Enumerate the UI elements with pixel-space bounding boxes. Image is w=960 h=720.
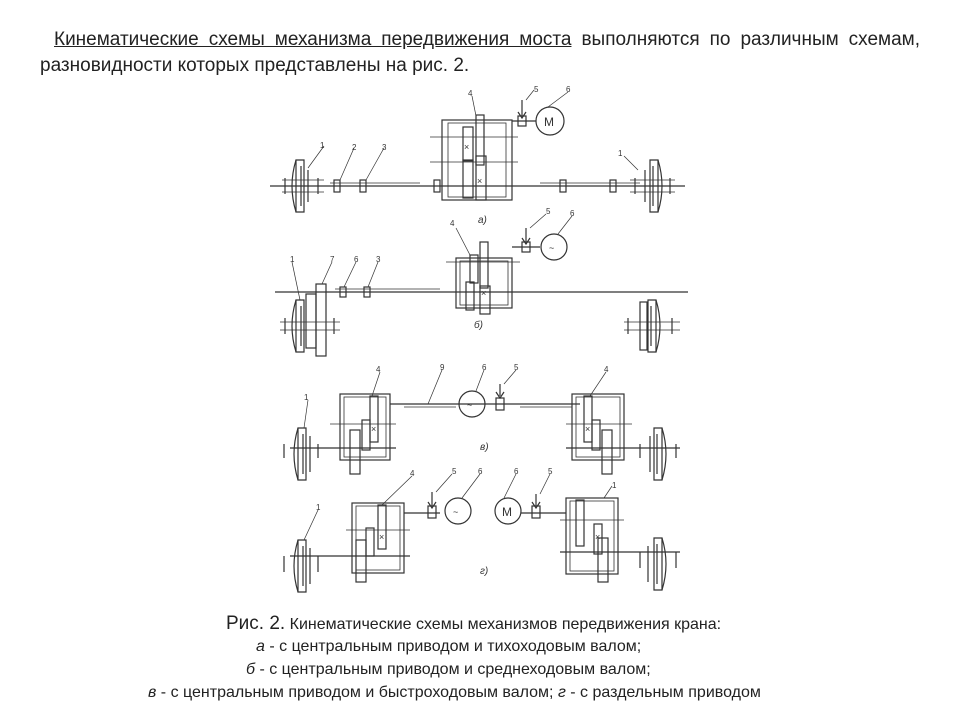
caption-line-b (246, 661, 651, 679)
caption-line-c (148, 684, 761, 702)
wheel-right-b (624, 300, 680, 352)
svg-text:1: 1 (612, 481, 617, 490)
wheel-right-d (640, 538, 676, 590)
wheel-left-c (284, 428, 318, 480)
svg-text:5: 5 (514, 363, 519, 372)
wheel-right-c (640, 428, 676, 480)
intro-text: выполняются по различным схемам, разновидности которых представлены на рис. 2. (40, 29, 920, 76)
caption-a-letter: а (256, 638, 265, 655)
svg-text:6: 6 (478, 467, 483, 476)
svg-text:4: 4 (450, 219, 455, 228)
svg-text:4: 4 (376, 365, 381, 374)
svg-text:~: ~ (453, 507, 459, 517)
svg-text:1: 1 (316, 503, 321, 512)
svg-text:~: ~ (467, 400, 473, 410)
scheme-a (270, 85, 685, 226)
svg-text:6: 6 (482, 363, 487, 372)
svg-text:4: 4 (604, 365, 609, 374)
scheme-c (284, 363, 680, 480)
svg-text:1: 1 (618, 149, 623, 158)
svg-text:×: × (595, 532, 601, 542)
gearbox-a (430, 115, 518, 200)
svg-text:5: 5 (546, 207, 551, 216)
svg-text:3: 3 (376, 255, 381, 264)
figure-number: Рис. 2. (226, 613, 286, 634)
scheme-d (284, 467, 680, 592)
wheel-left-d (284, 540, 318, 592)
caption-b-text: - с центральным приводом и среднеходовым валом; (255, 661, 651, 678)
caption-d-letter: г (557, 684, 566, 701)
motor-d-label: M (502, 505, 512, 519)
svg-text:×: × (379, 532, 385, 542)
figure-title: Кинематические схемы механизмов передвижения крана: (285, 616, 722, 633)
svg-text:×: × (477, 176, 483, 186)
caption-a-text: - с центральным приводом и тихоходовым валом; (264, 638, 642, 655)
svg-text:2: 2 (352, 143, 357, 152)
svg-text:1: 1 (304, 393, 309, 402)
svg-text:4: 4 (468, 89, 473, 98)
motor-a-label: M (544, 115, 554, 129)
svg-text:×: × (585, 424, 591, 434)
label-c: в) (480, 442, 489, 453)
label-d: г) (480, 566, 489, 577)
svg-text:6: 6 (514, 467, 519, 476)
caption-c-text: - с центральным приводом и быстроходовым валом; (156, 684, 558, 701)
svg-text:6: 6 (354, 255, 359, 264)
svg-text:6: 6 (566, 85, 571, 94)
svg-text:1: 1 (290, 255, 295, 264)
wheel-left-b (280, 284, 340, 356)
svg-text:1: 1 (320, 141, 325, 150)
svg-text:7: 7 (330, 255, 335, 264)
caption-b-letter: б (246, 661, 255, 678)
caption-c-letter: в (148, 684, 157, 701)
svg-text:5: 5 (548, 467, 553, 476)
label-a: а) (478, 215, 487, 226)
svg-text:5: 5 (452, 467, 457, 476)
scheme-b (275, 207, 688, 356)
svg-text:9: 9 (440, 363, 445, 372)
svg-text:×: × (481, 288, 487, 298)
gearbox-c-right (566, 394, 680, 474)
figure-caption-title (226, 613, 826, 635)
label-b: б) (474, 320, 483, 331)
svg-text:3: 3 (382, 143, 387, 152)
svg-text:×: × (464, 142, 470, 152)
svg-text:×: × (371, 424, 377, 434)
caption-line-a (256, 638, 641, 656)
svg-text:~: ~ (549, 243, 555, 253)
caption-d-text: - с раздельным приводом (565, 684, 761, 701)
intro-underlined-text: Кинематические схемы механизма передвижения моста (54, 29, 572, 50)
gearbox-d-left (290, 503, 440, 582)
svg-text:6: 6 (570, 209, 575, 218)
svg-text:4: 4 (410, 469, 415, 478)
svg-text:5: 5 (534, 85, 539, 94)
gearbox-b (446, 242, 520, 314)
